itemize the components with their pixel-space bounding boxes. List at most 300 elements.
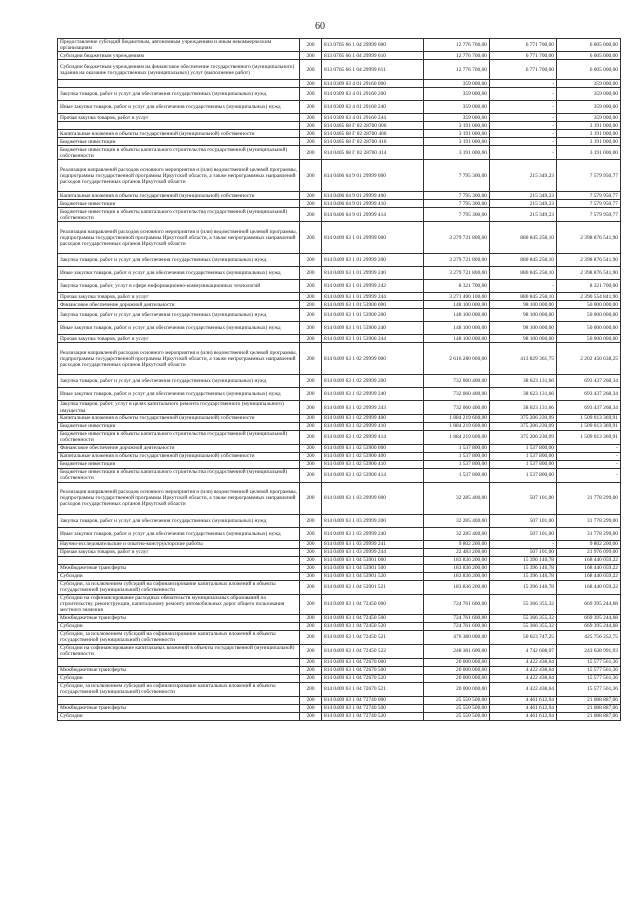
table-row: [58, 556, 621, 564]
row-code-cell: 200: [300, 200, 322, 208]
unexecuted-amount-cell: 359 000,00: [557, 114, 621, 122]
row-kbk-cell: 814 0409 63 1 02 29999 000: [322, 343, 424, 375]
executed-amount-cell: 38 623 131,66: [490, 388, 557, 401]
table-body: [58, 39, 621, 721]
approved-amount-cell: 3 279 721 800,00: [424, 254, 490, 267]
table-row: [58, 293, 621, 301]
row-kbk-cell: 814 0409 63 1 04 72740 500: [322, 704, 424, 712]
table-row: [58, 414, 621, 422]
executed-amount-cell: -: [490, 80, 557, 88]
row-kbk-cell: 814 0409 63 1 04 53901 521: [322, 580, 424, 594]
table-row: [58, 712, 621, 720]
row-name-cell: Бюджетные инвестиции: [58, 460, 300, 468]
row-kbk-cell: 814 0309 63 4 01 29160 000: [322, 80, 424, 88]
approved-amount-cell: 7 795 300,00: [424, 160, 490, 192]
row-name-cell: Субсидии бюджетным учреждениям: [58, 52, 300, 60]
table-row: [58, 200, 621, 208]
row-code-cell: 200: [300, 293, 322, 301]
approved-amount-cell: 3 279 721 800,00: [424, 267, 490, 280]
table-row: [58, 301, 621, 309]
executed-amount-cell: 215 349,23: [490, 160, 557, 192]
row-code-cell: 200: [300, 160, 322, 192]
row-kbk-cell: 814 0405 68 Г 02 28700 000: [322, 122, 424, 130]
row-code-cell: 200: [300, 548, 322, 556]
executed-amount-cell: 4 422 438,64: [490, 682, 557, 696]
unexecuted-amount-cell: 7 579 950,77: [557, 192, 621, 200]
executed-amount-cell: -: [490, 130, 557, 138]
row-code-cell: 200: [300, 564, 322, 572]
executed-amount-cell: 38 623 131,66: [490, 375, 557, 388]
row-code-cell: 200: [300, 39, 322, 52]
row-kbk-cell: 814 0409 63 1 01 29999 000: [322, 222, 424, 254]
approved-amount-cell: 732 060 400,00: [424, 388, 490, 401]
unexecuted-amount-cell: 50 000 000,00: [557, 309, 621, 322]
executed-amount-cell: 6 771 700,00: [490, 52, 557, 60]
table-row: [58, 130, 621, 138]
approved-amount-cell: 732 060 400,00: [424, 375, 490, 388]
row-name-cell: Закупка товаров, работ, услуг в целях капитального ремонта государственного (муниципального) имущества: [58, 401, 300, 414]
executed-amount-cell: 38 623 131,66: [490, 401, 557, 414]
executed-amount-cell: 6 771 700,00: [490, 39, 557, 52]
executed-amount-cell: 880 845 258,10: [490, 267, 557, 280]
table-row: [58, 138, 621, 146]
row-code-cell: 200: [300, 138, 322, 146]
unexecuted-amount-cell: 6 005 000,00: [557, 60, 621, 80]
unexecuted-amount-cell: 50 000 000,00: [557, 335, 621, 343]
executed-amount-cell: 215 349,23: [490, 208, 557, 222]
approved-amount-cell: 25 550 500,00: [424, 696, 490, 704]
row-code-cell: 200: [300, 540, 322, 548]
unexecuted-amount-cell: 1 509 013 369,91: [557, 422, 621, 430]
executed-amount-cell: 1 537 800,00: [490, 468, 557, 482]
row-kbk-cell: 814 0409 63 1 02 53900 400: [322, 452, 424, 460]
row-name-cell: [58, 556, 300, 564]
unexecuted-amount-cell: 693 437 268,34: [557, 375, 621, 388]
unexecuted-amount-cell: 21 088 887,06: [557, 704, 621, 712]
table-row: [58, 375, 621, 388]
unexecuted-amount-cell: 2 398 876 541,90: [557, 222, 621, 254]
approved-amount-cell: 724 761 600,00: [424, 614, 490, 622]
table-row: [58, 580, 621, 594]
row-kbk-cell: 814 0409 63 1 04 72450 000: [322, 594, 424, 614]
row-code-cell: 200: [300, 309, 322, 322]
table-row: [58, 594, 621, 614]
row-kbk-cell: 814 0409 63 1 04 53901 520: [322, 572, 424, 580]
unexecuted-amount-cell: 31 778 299,00: [557, 482, 621, 514]
approved-amount-cell: 3 271 400 100,00: [424, 293, 490, 301]
executed-amount-cell: 375 206 230,09: [490, 414, 557, 422]
row-code-cell: 200: [300, 674, 322, 682]
table-row: [58, 401, 621, 414]
unexecuted-amount-cell: 7 579 950,77: [557, 200, 621, 208]
row-code-cell: 200: [300, 682, 322, 696]
table-row: [58, 468, 621, 482]
row-name-cell: Капитальные вложения в объекты государственной (муниципальной) собственности: [58, 414, 300, 422]
unexecuted-amount-cell: 359 000,00: [557, 80, 621, 88]
row-name-cell: Закупка товаров, работ, услуг в сфере информационно-коммуникационных технологий: [58, 280, 300, 293]
unexecuted-amount-cell: 168 440 059,22: [557, 572, 621, 580]
row-code-cell: 200: [300, 704, 322, 712]
executed-amount-cell: 375 206 230,09: [490, 430, 557, 444]
approved-amount-cell: 359 000,00: [424, 114, 490, 122]
row-code-cell: 200: [300, 130, 322, 138]
unexecuted-amount-cell: 693 437 268,34: [557, 401, 621, 414]
approved-amount-cell: 183 836 200,00: [424, 564, 490, 572]
row-kbk-cell: 814 0409 63 1 03 29999 200: [322, 514, 424, 527]
executed-amount-cell: 15 396 140,78: [490, 556, 557, 564]
row-code-cell: 200: [300, 254, 322, 267]
unexecuted-amount-cell: 2 398 876 541,90: [557, 254, 621, 267]
table-row: [58, 114, 621, 122]
approved-amount-cell: 3 191 000,00: [424, 130, 490, 138]
row-name-cell: Предоставление субсидий бюджетным, автономным учреждениям и иным некоммерческим организациям: [58, 39, 300, 52]
unexecuted-amount-cell: 50 000 000,00: [557, 301, 621, 309]
approved-amount-cell: 183 836 200,00: [424, 580, 490, 594]
row-name-cell: Прочая закупка товаров, работ и услуг: [58, 335, 300, 343]
row-kbk-cell: 814 0409 63 1 04 72670 520: [322, 674, 424, 682]
row-code-cell: 200: [300, 208, 322, 222]
row-kbk-cell: 814 0409 63 1 02 29999 410: [322, 422, 424, 430]
executed-amount-cell: -: [490, 540, 557, 548]
row-name-cell: Финансовое обеспечение дорожной деятельности: [58, 444, 300, 452]
row-kbk-cell: 814 0406 64 9 01 29999 414: [322, 208, 424, 222]
row-kbk-cell: 814 0409 63 1 04 72740 520: [322, 712, 424, 720]
unexecuted-amount-cell: -: [557, 444, 621, 452]
unexecuted-amount-cell: 15 577 561,36: [557, 666, 621, 674]
executed-amount-cell: 98 100 000,00: [490, 301, 557, 309]
row-name-cell: Бюджетные инвестиции в объекты капитального строительства государственной (муниципальной) собственности: [58, 468, 300, 482]
row-code-cell: 200: [300, 267, 322, 280]
approved-amount-cell: 148 100 000,00: [424, 301, 490, 309]
row-name-cell: Бюджетные инвестиции в объекты капитального строительства государственной (муниципальной) собственности: [58, 146, 300, 160]
row-name-cell: Научно-исследовательские и опытно-конструкторские работы: [58, 540, 300, 548]
row-code-cell: 200: [300, 414, 322, 422]
row-code-cell: 200: [300, 572, 322, 580]
row-kbk-cell: 814 0309 63 4 01 29160 240: [322, 101, 424, 114]
row-kbk-cell: 814 0409 63 1 01 29999 244: [322, 293, 424, 301]
unexecuted-amount-cell: 6 005 000,00: [557, 39, 621, 52]
row-name-cell: Бюджетные инвестиции: [58, 138, 300, 146]
executed-amount-cell: 15 396 140,78: [490, 572, 557, 580]
approved-amount-cell: 25 550 500,00: [424, 704, 490, 712]
table-row: [58, 80, 621, 88]
row-name-cell: Закупка товаров, работ и услуг для обеспечения государственных (муниципальных) нужд: [58, 88, 300, 101]
row-code-cell: 200: [300, 101, 322, 114]
row-name-cell: Субсидии: [58, 572, 300, 580]
row-kbk-cell: 814 0409 63 1 01 53900 000: [322, 301, 424, 309]
executed-amount-cell: 55 366 355,32: [490, 594, 557, 614]
unexecuted-amount-cell: 3 191 000,00: [557, 122, 621, 130]
table-row: [58, 704, 621, 712]
executed-amount-cell: 507 101,00: [490, 548, 557, 556]
executed-amount-cell: 4 461 612,94: [490, 712, 557, 720]
unexecuted-amount-cell: -: [557, 452, 621, 460]
row-code-cell: 200: [300, 52, 322, 60]
executed-amount-cell: 4 422 438,64: [490, 674, 557, 682]
row-code-cell: 200: [300, 556, 322, 564]
row-name-cell: Иные закупки товаров, работ и услуг для обеспечения государственных (муниципальных) нужд: [58, 527, 300, 540]
unexecuted-amount-cell: 669 395 244,68: [557, 594, 621, 614]
row-kbk-cell: 814 0409 63 1 02 53900 000: [322, 444, 424, 452]
row-name-cell: Бюджетные инвестиции: [58, 422, 300, 430]
table-row: [58, 572, 621, 580]
row-kbk-cell: 813 0705 66 1 04 29999 610: [322, 52, 424, 60]
row-name-cell: Межбюджетные трансферты: [58, 564, 300, 572]
row-code-cell: 200: [300, 422, 322, 430]
row-code-cell: 200: [300, 88, 322, 101]
unexecuted-amount-cell: 359 000,00: [557, 88, 621, 101]
table-row: [58, 122, 621, 130]
row-code-cell: 200: [300, 630, 322, 644]
unexecuted-amount-cell: 7 579 950,77: [557, 208, 621, 222]
row-kbk-cell: 814 0409 63 1 04 53901 000: [322, 556, 424, 564]
table-row: [58, 444, 621, 452]
executed-amount-cell: 4 461 612,94: [490, 704, 557, 712]
row-code-cell: 200: [300, 696, 322, 704]
table-row: [58, 527, 621, 540]
approved-amount-cell: 248 381 600,00: [424, 644, 490, 658]
table-row: [58, 39, 621, 52]
executed-amount-cell: 215 349,23: [490, 192, 557, 200]
approved-amount-cell: 724 761 600,00: [424, 594, 490, 614]
approved-amount-cell: 359 000,00: [424, 88, 490, 101]
row-code-cell: 200: [300, 388, 322, 401]
approved-amount-cell: 148 100 000,00: [424, 309, 490, 322]
row-code-cell: 200: [300, 444, 322, 452]
approved-amount-cell: 12 776 700,00: [424, 52, 490, 60]
row-name-cell: Бюджетные инвестиции в объекты капитального строительства государственной (муниципальной) собственности: [58, 430, 300, 444]
row-name-cell: Реализация направлений расходов основного мероприятия и (или) ведомственной целевой программы, подпрограммы государственной программы Иркутской области, а также непрограммных направлений расходов государственных органов Иркутской области: [58, 343, 300, 375]
approved-amount-cell: 2 616 280 000,00: [424, 343, 490, 375]
row-kbk-cell: 814 0409 63 1 02 29999 200: [322, 375, 424, 388]
executed-amount-cell: -: [490, 122, 557, 130]
row-code-cell: 200: [300, 460, 322, 468]
approved-amount-cell: 1 537 800,00: [424, 468, 490, 482]
approved-amount-cell: 476 380 000,00: [424, 630, 490, 644]
approved-amount-cell: 12 776 700,00: [424, 39, 490, 52]
executed-amount-cell: 375 206 230,09: [490, 422, 557, 430]
approved-amount-cell: 32 285 400,00: [424, 482, 490, 514]
unexecuted-amount-cell: 243 638 991,93: [557, 644, 621, 658]
row-code-cell: 200: [300, 80, 322, 88]
approved-amount-cell: 7 795 300,00: [424, 200, 490, 208]
unexecuted-amount-cell: 15 577 561,36: [557, 682, 621, 696]
approved-amount-cell: 32 285 400,00: [424, 514, 490, 527]
row-kbk-cell: 814 0406 64 9 01 29999 000: [322, 160, 424, 192]
executed-amount-cell: 15 396 140,78: [490, 564, 557, 572]
row-name-cell: Реализация направлений расходов основного мероприятия и (или) ведомственной целевой программы, подпрограммы государственной программы Иркутской области, а также непрограммных направлений расходов государственных органов Иркутской области: [58, 160, 300, 192]
approved-amount-cell: 359 000,00: [424, 101, 490, 114]
table-row: [58, 658, 621, 666]
executed-amount-cell: -: [490, 101, 557, 114]
row-name-cell: [58, 122, 300, 130]
unexecuted-amount-cell: 21 976 099,00: [557, 548, 621, 556]
executed-amount-cell: 98 100 000,00: [490, 322, 557, 335]
unexecuted-amount-cell: 359 000,00: [557, 101, 621, 114]
approved-amount-cell: 20 000 000,00: [424, 682, 490, 696]
row-kbk-cell: 814 0405 68 Г 02 28700 410: [322, 138, 424, 146]
row-name-cell: Иные закупки товаров, работ и услуг для обеспечения государственных (муниципальных) нужд: [58, 101, 300, 114]
table-row: [58, 430, 621, 444]
row-code-cell: 200: [300, 192, 322, 200]
row-kbk-cell: 814 0409 63 1 02 29999 414: [322, 430, 424, 444]
table-row: [58, 335, 621, 343]
approved-amount-cell: 20 000 000,00: [424, 658, 490, 666]
row-code-cell: 200: [300, 514, 322, 527]
unexecuted-amount-cell: 50 000 000,00: [557, 322, 621, 335]
executed-amount-cell: 507 101,00: [490, 514, 557, 527]
row-name-cell: Межбюджетные трансферты: [58, 666, 300, 674]
table-row: [58, 254, 621, 267]
row-kbk-cell: 814 0409 63 1 03 29999 000: [322, 482, 424, 514]
table-row: [58, 682, 621, 696]
row-name-cell: Субсидии: [58, 712, 300, 720]
unexecuted-amount-cell: 9 802 200,00: [557, 540, 621, 548]
row-kbk-cell: 814 0409 63 1 03 29999 244: [322, 548, 424, 556]
table-row: [58, 674, 621, 682]
approved-amount-cell: 1 884 219 600,00: [424, 430, 490, 444]
unexecuted-amount-cell: 2 398 876 541,90: [557, 267, 621, 280]
row-kbk-cell: 814 0409 63 1 02 29999 243: [322, 401, 424, 414]
row-name-cell: Иные закупки товаров, работ и услуг для обеспечения государственных (муниципальных) нужд: [58, 388, 300, 401]
executed-amount-cell: -: [490, 138, 557, 146]
table-row: [58, 482, 621, 514]
executed-amount-cell: -: [490, 146, 557, 160]
unexecuted-amount-cell: 168 440 059,22: [557, 556, 621, 564]
approved-amount-cell: 183 836 200,00: [424, 572, 490, 580]
approved-amount-cell: 20 000 000,00: [424, 666, 490, 674]
row-name-cell: Иные закупки товаров, работ и услуг для обеспечения государственных (муниципальных) нужд: [58, 267, 300, 280]
row-kbk-cell: 814 0409 63 1 02 53900 414: [322, 468, 424, 482]
row-name-cell: Финансовое обеспечение дорожной деятельности: [58, 301, 300, 309]
approved-amount-cell: 1 537 800,00: [424, 452, 490, 460]
unexecuted-amount-cell: 21 088 887,06: [557, 696, 621, 704]
row-name-cell: Прочая закупка товаров, работ и услуг: [58, 114, 300, 122]
approved-amount-cell: 148 100 000,00: [424, 335, 490, 343]
table-row: [58, 52, 621, 60]
row-kbk-cell: 813 0705 66 1 04 29999 600: [322, 39, 424, 52]
row-code-cell: 200: [300, 594, 322, 614]
row-name-cell: Капитальные вложения в объекты государственной (муниципальной) собственности: [58, 452, 300, 460]
row-code-cell: 200: [300, 452, 322, 460]
approved-amount-cell: 724 761 600,00: [424, 622, 490, 630]
row-kbk-cell: 814 0409 63 1 04 72670 000: [322, 658, 424, 666]
executed-amount-cell: 55 366 355,32: [490, 622, 557, 630]
table-row: [58, 280, 621, 293]
table-row: [58, 622, 621, 630]
row-name-cell: Субсидии бюджетным учреждениям на финансовое обеспечение государственного (муниципального) задания на оказание государственных (муниципальных) услуг (выполнение работ): [58, 60, 300, 80]
approved-amount-cell: 3 191 000,00: [424, 122, 490, 130]
row-kbk-cell: 814 0409 63 1 04 72740 000: [322, 696, 424, 704]
executed-amount-cell: 4 461 612,94: [490, 696, 557, 704]
unexecuted-amount-cell: 669 395 244,68: [557, 614, 621, 622]
unexecuted-amount-cell: 2 202 450 638,25: [557, 343, 621, 375]
unexecuted-amount-cell: 1 509 013 369,91: [557, 414, 621, 422]
approved-amount-cell: 8 321 700,00: [424, 280, 490, 293]
row-code-cell: 200: [300, 60, 322, 80]
table-row: [58, 160, 621, 192]
table-row: [58, 696, 621, 704]
row-code-cell: 200: [300, 622, 322, 630]
row-code-cell: 200: [300, 666, 322, 674]
table-row: [58, 422, 621, 430]
table-row: [58, 60, 621, 80]
unexecuted-amount-cell: 168 440 059,22: [557, 564, 621, 572]
row-kbk-cell: 814 0409 63 1 01 29999 240: [322, 267, 424, 280]
row-name-cell: Закупка товаров, работ и услуг для обеспечения государственных (муниципальных) нужд: [58, 375, 300, 388]
executed-amount-cell: 1 537 800,00: [490, 452, 557, 460]
row-kbk-cell: 814 0409 63 1 04 72450 520: [322, 622, 424, 630]
row-kbk-cell: 814 0409 63 1 01 53900 200: [322, 309, 424, 322]
table-row: [58, 192, 621, 200]
row-name-cell: Реализация направлений расходов основного мероприятия и (или) ведомственной целевой программы, подпрограммы государственной программы Иркутской области, а также непрограммных направлений расходов государственных органов Иркутской области: [58, 222, 300, 254]
table-row: [58, 514, 621, 527]
row-kbk-cell: 814 0409 63 1 04 72670 521: [322, 682, 424, 696]
row-name-cell: Иные закупки товаров, работ и услуг для обеспечения государственных (муниципальных) нужд: [58, 322, 300, 335]
unexecuted-amount-cell: -: [557, 460, 621, 468]
row-name-cell: Субсидии: [58, 674, 300, 682]
row-kbk-cell: 814 0409 63 1 02 29999 400: [322, 414, 424, 422]
approved-amount-cell: 183 836 200,00: [424, 556, 490, 564]
table-row: [58, 208, 621, 222]
page-number: 60: [315, 21, 325, 32]
row-code-cell: 200: [300, 527, 322, 540]
executed-amount-cell: 98 100 000,00: [490, 309, 557, 322]
row-name-cell: Субсидии на софинансирование расходных обязательств муниципальных образований по строительству, реконструкции, капитальному ремонту автомобильных дорог общего пользования местного значения: [58, 594, 300, 614]
row-name-cell: Закупка товаров, работ и услуг для обеспечения государственных (муниципальных) нужд: [58, 254, 300, 267]
executed-amount-cell: 880 845 258,10: [490, 254, 557, 267]
row-kbk-cell: 814 0409 63 1 02 53900 410: [322, 460, 424, 468]
row-name-cell: Капитальные вложения в объекты государственной (муниципальной) собственности: [58, 192, 300, 200]
executed-amount-cell: 50 623 747,25: [490, 630, 557, 644]
table-row: [58, 644, 621, 658]
row-code-cell: 200: [300, 430, 322, 444]
unexecuted-amount-cell: 425 756 252,75: [557, 630, 621, 644]
table-row: [58, 343, 621, 375]
unexecuted-amount-cell: 15 577 561,36: [557, 674, 621, 682]
row-name-cell: Субсидии, за исключением субсидий на софинансирование капитальных вложений в объекты государственной (муниципальной) собственности: [58, 580, 300, 594]
row-name-cell: Реализация направлений расходов основного мероприятия и (или) ведомственной целевой программы, подпрограммы государственной программы Иркутской области, а также непрограммных направлений расходов государственных органов Иркутской области: [58, 482, 300, 514]
row-kbk-cell: 814 0406 64 9 01 29999 410: [322, 200, 424, 208]
row-name-cell: Межбюджетные трансферты: [58, 614, 300, 622]
row-code-cell: 200: [300, 301, 322, 309]
unexecuted-amount-cell: 21 088 887,06: [557, 712, 621, 720]
row-code-cell: 200: [300, 644, 322, 658]
unexecuted-amount-cell: 3 191 000,00: [557, 146, 621, 160]
table-row: [58, 101, 621, 114]
row-code-cell: 200: [300, 712, 322, 720]
executed-amount-cell: 15 396 140,78: [490, 580, 557, 594]
row-code-cell: 200: [300, 401, 322, 414]
table-row: [58, 614, 621, 622]
row-code-cell: 200: [300, 580, 322, 594]
row-kbk-cell: 814 0409 63 1 01 53900 244: [322, 335, 424, 343]
row-code-cell: 200: [300, 122, 322, 130]
executed-amount-cell: 215 349,23: [490, 200, 557, 208]
approved-amount-cell: 1 537 800,00: [424, 444, 490, 452]
unexecuted-amount-cell: -: [557, 468, 621, 482]
unexecuted-amount-cell: 15 577 561,36: [557, 658, 621, 666]
unexecuted-amount-cell: 3 191 000,00: [557, 130, 621, 138]
approved-amount-cell: 359 000,00: [424, 80, 490, 88]
row-name-cell: Субсидии, за исключением субсидий на софинансирование капитальных вложений в объекты государственной (муниципальной) собственности: [58, 630, 300, 644]
row-kbk-cell: 814 0409 63 1 01 29999 200: [322, 254, 424, 267]
row-name-cell: Субсидии: [58, 622, 300, 630]
table-row: [58, 548, 621, 556]
executed-amount-cell: 1 537 800,00: [490, 460, 557, 468]
approved-amount-cell: 32 285 400,00: [424, 527, 490, 540]
row-kbk-cell: 814 0405 68 Г 02 28700 414: [322, 146, 424, 160]
